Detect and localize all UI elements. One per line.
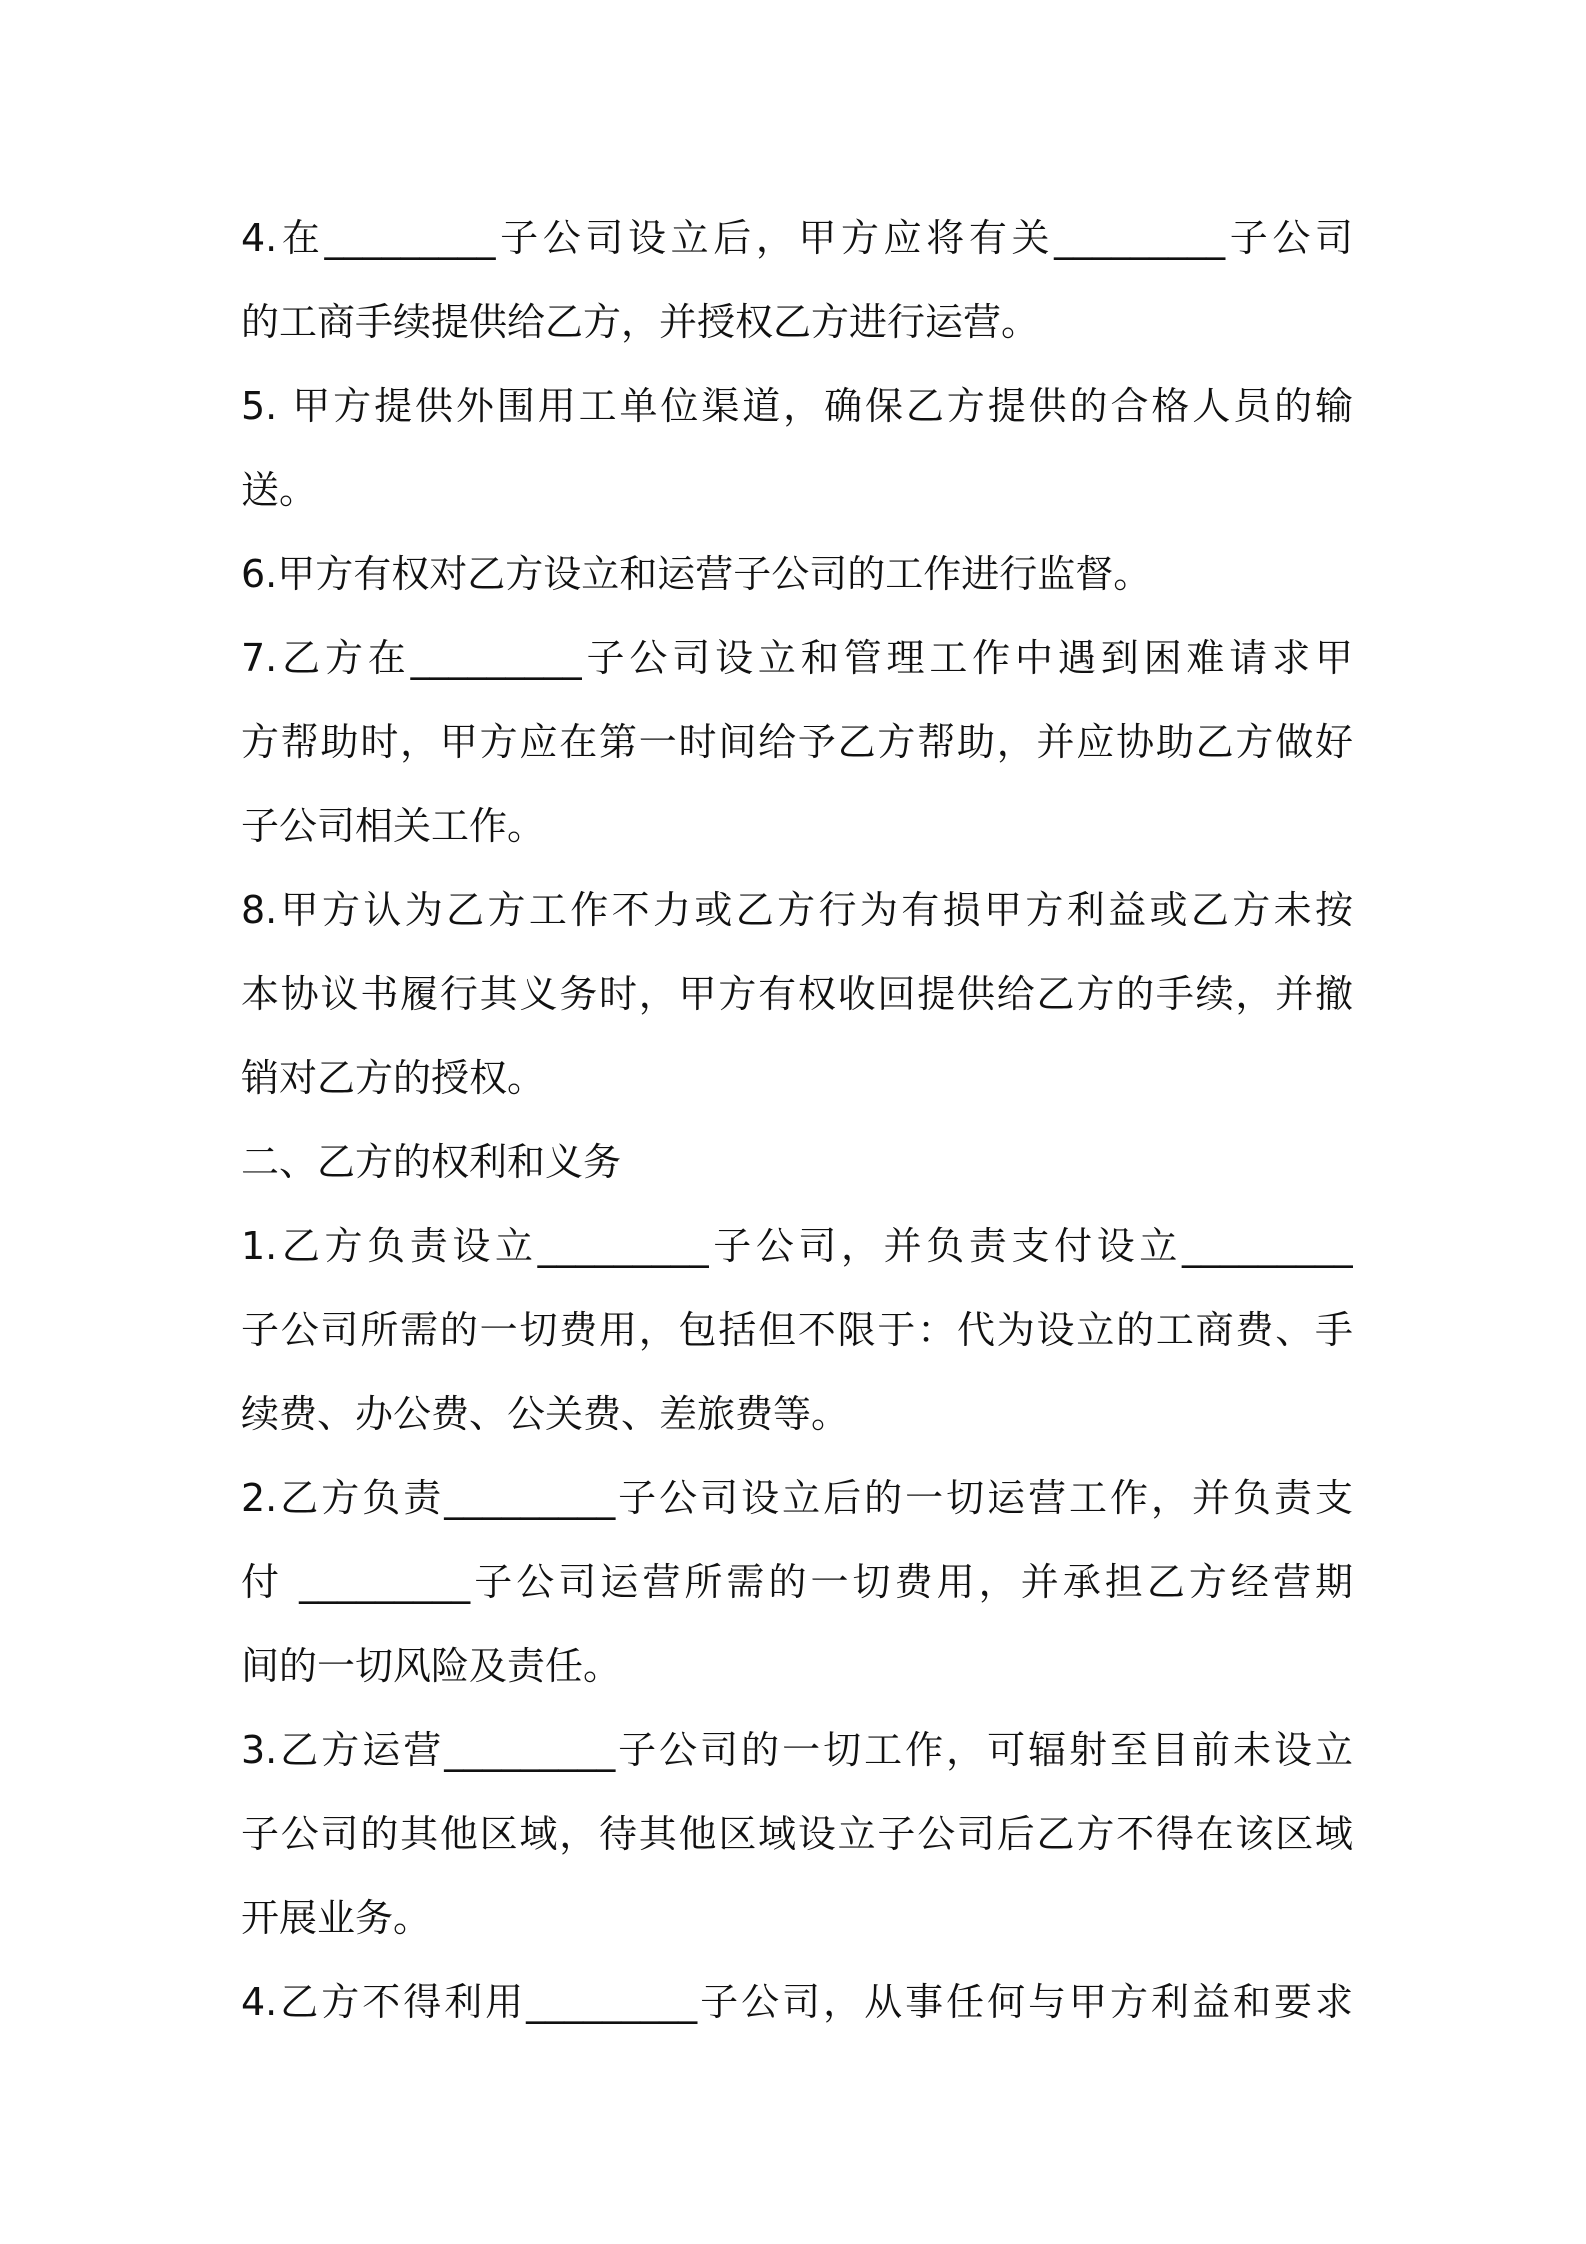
text-line: 的工商手续提供给乙方，并授权乙方进行运营。 <box>241 300 1040 344</box>
section-heading: 二、乙方的权利和义务 <box>241 1140 622 1184</box>
text-line: 续费、办公费、公关费、差旅费等。 <box>241 1392 850 1436</box>
text-line: 本协议书履行其义务时，甲方有权收回提供给乙方的手续，并撤 <box>241 972 1353 1016</box>
text-line: 1.乙方负责设立_________子公司，并负责支付设立_________ <box>241 1224 1353 1268</box>
text-line: 7.乙方在_________子公司设立和管理工作中遇到困难请求甲 <box>241 636 1353 680</box>
text-line: 子公司所需的一切费用，包括但不限于：代为设立的工商费、手 <box>241 1308 1353 1352</box>
text-line: 销对乙方的授权。 <box>241 1056 546 1100</box>
text-line: 间的一切风险及责任。 <box>241 1644 622 1688</box>
text-line: 6.甲方有权对乙方设立和运营子公司的工作进行监督。 <box>241 552 1152 596</box>
text-line: 方帮助时，甲方应在第一时间给予乙方帮助，并应协助乙方做好 <box>241 720 1353 764</box>
text-line: 付 _________子公司运营所需的一切费用，并承担乙方经营期 <box>241 1560 1353 1604</box>
text-line: 4.在_________子公司设立后，甲方应将有关_________子公司 <box>241 216 1353 260</box>
text-line: 开展业务。 <box>241 1896 432 1940</box>
text-line: 子公司相关工作。 <box>241 804 546 848</box>
document-body <box>241 196 1353 2044</box>
text-line: 4.乙方不得利用_________子公司，从事任何与甲方利益和要求 <box>241 1980 1353 2024</box>
text-line: 8.甲方认为乙方工作不力或乙方行为有损甲方利益或乙方未按 <box>241 888 1353 932</box>
text-line: 2.乙方负责_________子公司设立后的一切运营工作，并负责支 <box>241 1476 1353 1520</box>
text-line: 5. 甲方提供外围用工单位渠道，确保乙方提供的合格人员的输 <box>241 384 1353 428</box>
text-line: 送。 <box>241 468 318 512</box>
text-line: 子公司的其他区域，待其他区域设立子公司后乙方不得在该区域 <box>241 1812 1353 1856</box>
text-line: 3.乙方运营_________子公司的一切工作，可辐射至目前未设立 <box>241 1728 1353 1772</box>
